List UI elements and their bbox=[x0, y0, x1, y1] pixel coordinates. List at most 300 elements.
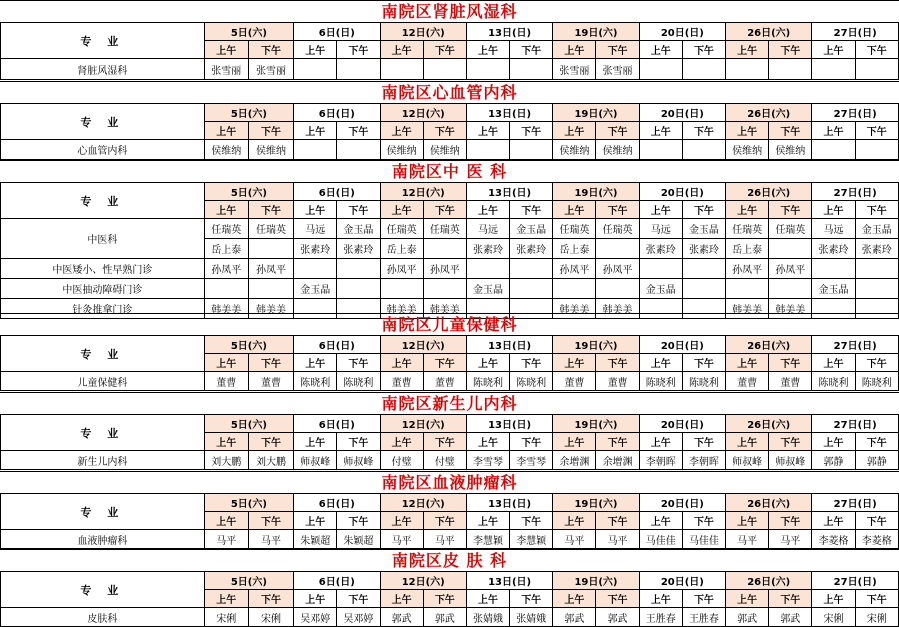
doctor-cell: 李朝晖 bbox=[682, 451, 725, 470]
am-header: 上午 bbox=[466, 41, 509, 59]
am-header: 上午 bbox=[204, 512, 248, 530]
doctor-cell: 张素玲 bbox=[337, 239, 380, 259]
pm-header: 下午 bbox=[248, 433, 293, 451]
doctor-cell: 陈晓利 bbox=[639, 372, 682, 391]
doctor-cell: 陈晓利 bbox=[294, 372, 337, 391]
am-header: 上午 bbox=[466, 354, 509, 372]
am-header: 上午 bbox=[639, 590, 682, 608]
doctor-cell: 张素玲 bbox=[639, 239, 682, 259]
doctor-cell: 金玉晶 bbox=[639, 279, 682, 299]
am-header: 上午 bbox=[294, 433, 337, 451]
doctor-cell bbox=[726, 59, 769, 80]
doctor-cell bbox=[682, 279, 725, 299]
am-header: 上午 bbox=[553, 41, 596, 59]
pm-header: 下午 bbox=[596, 201, 639, 219]
doctor-cell: 任瑞英 bbox=[423, 219, 466, 239]
doctor-cell: 郭武 bbox=[380, 608, 423, 627]
doctor-cell: 孙凤平 bbox=[248, 259, 293, 279]
am-header: 上午 bbox=[466, 433, 509, 451]
doctor-cell: 孙凤平 bbox=[769, 259, 812, 279]
pm-header: 下午 bbox=[510, 590, 553, 608]
doctor-cell: 韩美美 bbox=[380, 299, 423, 319]
date-header: 26日(六) bbox=[726, 183, 812, 201]
doctor-cell: 郭静 bbox=[855, 451, 898, 470]
doctor-cell bbox=[510, 259, 553, 279]
date-header: 12日(六) bbox=[380, 104, 466, 122]
doctor-cell: 金玉晶 bbox=[812, 279, 855, 299]
date-header: 19日(六) bbox=[553, 494, 639, 512]
doctor-cell bbox=[639, 140, 682, 160]
am-header: 上午 bbox=[204, 590, 248, 608]
date-header: 20日(日) bbox=[639, 104, 725, 122]
doctor-cell: 金玉晶 bbox=[466, 279, 509, 299]
doctor-cell: 郭武 bbox=[596, 608, 639, 627]
doctor-cell: 金玉晶 bbox=[510, 219, 553, 239]
date-header: 27日(日) bbox=[812, 572, 899, 590]
schedule-row bbox=[1, 608, 899, 627]
pm-header: 下午 bbox=[248, 41, 293, 59]
spec-header: 专 业 bbox=[1, 494, 205, 530]
am-header: 上午 bbox=[726, 354, 769, 372]
pm-header: 下午 bbox=[855, 512, 898, 530]
department-cell: 中医矮小、性早熟门诊 bbox=[1, 259, 205, 279]
pm-header: 下午 bbox=[423, 122, 466, 140]
doctor-cell: 韩美美 bbox=[726, 299, 769, 319]
date-header: 6日(日) bbox=[294, 572, 380, 590]
am-header: 上午 bbox=[639, 433, 682, 451]
pm-header: 下午 bbox=[423, 201, 466, 219]
doctor-cell: 孙凤平 bbox=[596, 259, 639, 279]
spec-header: 专 业 bbox=[1, 572, 205, 608]
schedule-row bbox=[1, 140, 899, 160]
doctor-cell: 余增渊 bbox=[553, 451, 596, 470]
am-header: 上午 bbox=[726, 433, 769, 451]
schedule-row bbox=[1, 59, 899, 80]
doctor-cell bbox=[553, 279, 596, 299]
date-header: 27日(日) bbox=[812, 415, 899, 433]
schedule-table bbox=[0, 571, 899, 627]
department-cell: 儿童保健科 bbox=[1, 372, 205, 391]
section-title: 南院区儿童保健科 bbox=[0, 313, 899, 335]
am-header: 上午 bbox=[380, 433, 423, 451]
date-header: 20日(日) bbox=[639, 415, 725, 433]
am-header: 上午 bbox=[553, 354, 596, 372]
doctor-cell: 侯维纳 bbox=[248, 140, 293, 160]
doctor-cell bbox=[510, 140, 553, 160]
am-header: 上午 bbox=[639, 122, 682, 140]
am-header: 上午 bbox=[812, 122, 855, 140]
doctor-cell: 付璧 bbox=[380, 451, 423, 470]
department-cell: 血液肿瘤科 bbox=[1, 530, 205, 549]
doctor-cell: 王胜春 bbox=[639, 608, 682, 627]
am-header: 上午 bbox=[726, 41, 769, 59]
am-header: 上午 bbox=[380, 41, 423, 59]
pm-header: 下午 bbox=[337, 433, 380, 451]
pm-header: 下午 bbox=[337, 354, 380, 372]
doctor-cell: 金玉晶 bbox=[855, 219, 898, 239]
date-header: 6日(日) bbox=[294, 494, 380, 512]
date-header: 6日(日) bbox=[294, 183, 380, 201]
am-header: 上午 bbox=[204, 201, 248, 219]
pm-header: 下午 bbox=[682, 41, 725, 59]
doctor-cell bbox=[769, 279, 812, 299]
date-header: 12日(六) bbox=[380, 336, 466, 354]
date-header: 5日(六) bbox=[204, 336, 293, 354]
department-cell: 中医抽动障碍门诊 bbox=[1, 279, 205, 299]
section-title: 南院区血液肿瘤科 bbox=[0, 471, 899, 493]
am-header: 上午 bbox=[726, 122, 769, 140]
doctor-cell: 侯维纳 bbox=[380, 140, 423, 160]
am-header: 上午 bbox=[380, 122, 423, 140]
doctor-cell: 马佳佳 bbox=[682, 530, 725, 549]
doctor-cell: 张雪丽 bbox=[596, 59, 639, 80]
doctor-cell bbox=[204, 279, 248, 299]
date-header: 19日(六) bbox=[553, 336, 639, 354]
schedule-table bbox=[0, 414, 899, 470]
doctor-cell bbox=[769, 59, 812, 80]
doctor-cell: 金玉晶 bbox=[337, 219, 380, 239]
doctor-cell: 张素玲 bbox=[855, 239, 898, 259]
schedule-section bbox=[0, 160, 899, 319]
pm-header: 下午 bbox=[769, 590, 812, 608]
date-header: 12日(六) bbox=[380, 23, 466, 41]
pm-header: 下午 bbox=[769, 201, 812, 219]
schedule-row bbox=[1, 279, 899, 299]
doctor-cell bbox=[682, 140, 725, 160]
am-header: 上午 bbox=[812, 41, 855, 59]
date-header-row bbox=[1, 104, 899, 122]
doctor-cell: 李雪琴 bbox=[510, 451, 553, 470]
doctor-cell: 张雪丽 bbox=[248, 59, 293, 80]
pm-header: 下午 bbox=[337, 590, 380, 608]
am-header: 上午 bbox=[294, 122, 337, 140]
doctor-cell: 孙凤平 bbox=[423, 259, 466, 279]
doctor-cell: 师叔峰 bbox=[769, 451, 812, 470]
doctor-cell bbox=[337, 59, 380, 80]
date-header: 27日(日) bbox=[812, 104, 899, 122]
pm-header: 下午 bbox=[682, 122, 725, 140]
doctor-cell bbox=[423, 239, 466, 259]
doctor-cell: 董曹 bbox=[553, 372, 596, 391]
date-header: 20日(日) bbox=[639, 183, 725, 201]
date-header-row bbox=[1, 572, 899, 590]
am-header: 上午 bbox=[294, 201, 337, 219]
date-header: 5日(六) bbox=[204, 104, 293, 122]
doctor-cell: 郭武 bbox=[553, 608, 596, 627]
am-header: 上午 bbox=[726, 590, 769, 608]
date-header: 19日(六) bbox=[553, 572, 639, 590]
doctor-cell bbox=[769, 239, 812, 259]
date-header: 13日(日) bbox=[466, 415, 552, 433]
date-header: 20日(日) bbox=[639, 336, 725, 354]
doctor-cell: 马远 bbox=[466, 219, 509, 239]
pm-header: 下午 bbox=[423, 433, 466, 451]
doctor-cell: 张素玲 bbox=[294, 239, 337, 259]
spec-header: 专 业 bbox=[1, 336, 205, 372]
doctor-cell: 刘大鹏 bbox=[204, 451, 248, 470]
am-header: 上午 bbox=[639, 354, 682, 372]
doctor-cell: 张素玲 bbox=[812, 239, 855, 259]
spec-header: 专 业 bbox=[1, 104, 205, 140]
doctor-cell bbox=[294, 140, 337, 160]
schedule-row bbox=[1, 372, 899, 391]
schedule-table bbox=[0, 182, 899, 319]
doctor-cell: 陈晓利 bbox=[855, 372, 898, 391]
am-header: 上午 bbox=[639, 201, 682, 219]
date-header: 12日(六) bbox=[380, 494, 466, 512]
pm-header: 下午 bbox=[248, 122, 293, 140]
date-header-row bbox=[1, 336, 899, 354]
am-header: 上午 bbox=[294, 41, 337, 59]
doctor-cell: 韩美美 bbox=[553, 299, 596, 319]
doctor-cell: 任瑞英 bbox=[553, 219, 596, 239]
am-header: 上午 bbox=[204, 433, 248, 451]
doctor-cell: 金玉晶 bbox=[682, 219, 725, 239]
pm-header: 下午 bbox=[769, 433, 812, 451]
schedule-table bbox=[0, 335, 899, 391]
pm-header: 下午 bbox=[510, 354, 553, 372]
doctor-cell bbox=[466, 259, 509, 279]
am-header: 上午 bbox=[466, 590, 509, 608]
schedule-section bbox=[0, 0, 899, 80]
doctor-cell: 宋俐 bbox=[855, 608, 898, 627]
doctor-cell: 马平 bbox=[423, 530, 466, 549]
doctor-cell: 郭静 bbox=[812, 451, 855, 470]
pm-header: 下午 bbox=[423, 590, 466, 608]
doctor-cell: 张雪丽 bbox=[204, 59, 248, 80]
schedule-row bbox=[1, 219, 899, 239]
doctor-cell: 马远 bbox=[639, 219, 682, 239]
department-cell: 心血管内科 bbox=[1, 140, 205, 160]
pm-header: 下午 bbox=[682, 433, 725, 451]
doctor-cell: 韩美美 bbox=[769, 299, 812, 319]
am-header: 上午 bbox=[812, 590, 855, 608]
date-header: 6日(日) bbox=[294, 415, 380, 433]
doctor-cell: 韩美美 bbox=[204, 299, 248, 319]
date-header: 13日(日) bbox=[466, 183, 552, 201]
department-cell: 中医科 bbox=[1, 219, 205, 259]
date-header: 13日(日) bbox=[466, 23, 552, 41]
doctor-cell: 任瑞英 bbox=[726, 219, 769, 239]
pm-header: 下午 bbox=[510, 512, 553, 530]
doctor-cell: 董曹 bbox=[380, 372, 423, 391]
date-header: 13日(日) bbox=[466, 336, 552, 354]
date-header: 12日(六) bbox=[380, 572, 466, 590]
doctor-cell bbox=[596, 279, 639, 299]
schedule-section bbox=[0, 392, 899, 470]
date-header: 27日(日) bbox=[812, 336, 899, 354]
doctor-cell: 李菱格 bbox=[812, 530, 855, 549]
schedule-row bbox=[1, 259, 899, 279]
doctor-cell: 陈晓利 bbox=[466, 372, 509, 391]
doctor-cell bbox=[596, 239, 639, 259]
pm-header: 下午 bbox=[855, 433, 898, 451]
pm-header: 下午 bbox=[682, 590, 725, 608]
doctor-cell: 王胜春 bbox=[682, 608, 725, 627]
am-header: 上午 bbox=[812, 433, 855, 451]
doctor-cell: 韩美美 bbox=[596, 299, 639, 319]
doctor-cell: 张素玲 bbox=[466, 239, 509, 259]
doctor-cell: 张素玲 bbox=[682, 239, 725, 259]
doctor-cell: 马平 bbox=[596, 530, 639, 549]
pm-header: 下午 bbox=[423, 41, 466, 59]
pm-header: 下午 bbox=[855, 122, 898, 140]
doctor-cell: 马平 bbox=[204, 530, 248, 549]
am-header: 上午 bbox=[294, 354, 337, 372]
doctor-cell: 张婧娥 bbox=[510, 608, 553, 627]
doctor-cell: 任瑞英 bbox=[204, 219, 248, 239]
doctor-cell: 金玉晶 bbox=[294, 279, 337, 299]
doctor-cell: 陈晓利 bbox=[682, 372, 725, 391]
am-header: 上午 bbox=[204, 354, 248, 372]
am-header: 上午 bbox=[812, 354, 855, 372]
pm-header: 下午 bbox=[248, 201, 293, 219]
date-header-row bbox=[1, 415, 899, 433]
doctor-cell: 孙凤平 bbox=[204, 259, 248, 279]
doctor-cell: 李慧颖 bbox=[510, 530, 553, 549]
doctor-cell bbox=[466, 59, 509, 80]
doctor-cell: 李菱格 bbox=[855, 530, 898, 549]
pm-header: 下午 bbox=[248, 354, 293, 372]
doctor-cell bbox=[294, 259, 337, 279]
doctor-cell: 岳上泰 bbox=[204, 239, 248, 259]
pm-header: 下午 bbox=[510, 41, 553, 59]
pm-header: 下午 bbox=[682, 512, 725, 530]
doctor-cell: 陈晓利 bbox=[337, 372, 380, 391]
schedule-table bbox=[0, 22, 899, 80]
am-header: 上午 bbox=[726, 201, 769, 219]
am-header: 上午 bbox=[553, 122, 596, 140]
doctor-cell: 马佳佳 bbox=[639, 530, 682, 549]
doctor-cell: 孙凤平 bbox=[553, 259, 596, 279]
pm-header: 下午 bbox=[596, 512, 639, 530]
doctor-cell: 宋俐 bbox=[204, 608, 248, 627]
spec-header: 专 业 bbox=[1, 415, 205, 451]
doctor-cell: 李朝晖 bbox=[639, 451, 682, 470]
doctor-cell: 吴邓婷 bbox=[294, 608, 337, 627]
schedule-section bbox=[0, 549, 899, 627]
doctor-cell: 董曹 bbox=[726, 372, 769, 391]
pm-header: 下午 bbox=[596, 122, 639, 140]
doctor-cell: 付璧 bbox=[423, 451, 466, 470]
doctor-cell: 张素玲 bbox=[510, 239, 553, 259]
date-header: 6日(日) bbox=[294, 23, 380, 41]
am-header: 上午 bbox=[812, 201, 855, 219]
date-header: 6日(日) bbox=[294, 104, 380, 122]
doctor-cell bbox=[812, 59, 855, 80]
doctor-cell bbox=[855, 140, 898, 160]
doctor-cell bbox=[812, 259, 855, 279]
date-header-row bbox=[1, 23, 899, 41]
am-header: 上午 bbox=[639, 512, 682, 530]
doctor-cell bbox=[510, 59, 553, 80]
doctor-cell: 任瑞英 bbox=[380, 219, 423, 239]
doctor-cell: 岳上泰 bbox=[380, 239, 423, 259]
am-header: 上午 bbox=[553, 590, 596, 608]
doctor-cell: 侯维纳 bbox=[423, 140, 466, 160]
doctor-cell: 师叔峰 bbox=[337, 451, 380, 470]
pm-header: 下午 bbox=[337, 201, 380, 219]
doctor-cell bbox=[337, 259, 380, 279]
doctor-cell: 岳上泰 bbox=[553, 239, 596, 259]
schedule-row bbox=[1, 451, 899, 470]
date-header: 19日(六) bbox=[553, 183, 639, 201]
doctor-cell bbox=[248, 239, 293, 259]
pm-header: 下午 bbox=[248, 590, 293, 608]
date-header: 19日(六) bbox=[553, 23, 639, 41]
doctor-cell bbox=[248, 279, 293, 299]
date-header: 20日(日) bbox=[639, 572, 725, 590]
doctor-cell bbox=[380, 279, 423, 299]
doctor-cell: 董曹 bbox=[596, 372, 639, 391]
doctor-cell: 侯维纳 bbox=[596, 140, 639, 160]
pm-header: 下午 bbox=[855, 201, 898, 219]
doctor-cell bbox=[812, 140, 855, 160]
doctor-cell: 岳上泰 bbox=[726, 239, 769, 259]
doctor-cell: 侯维纳 bbox=[204, 140, 248, 160]
am-header: 上午 bbox=[553, 201, 596, 219]
date-header: 13日(日) bbox=[466, 572, 552, 590]
doctor-cell: 韩美美 bbox=[248, 299, 293, 319]
section-title: 南院区心血管内科 bbox=[0, 81, 899, 103]
doctor-cell: 宋俐 bbox=[812, 608, 855, 627]
date-header: 12日(六) bbox=[380, 183, 466, 201]
date-header: 5日(六) bbox=[204, 23, 293, 41]
schedule-section bbox=[0, 313, 899, 391]
doctor-cell: 马平 bbox=[769, 530, 812, 549]
doctor-cell: 刘大鹏 bbox=[248, 451, 293, 470]
doctor-cell bbox=[337, 140, 380, 160]
doctor-cell: 余增渊 bbox=[596, 451, 639, 470]
doctor-cell: 马平 bbox=[553, 530, 596, 549]
department-cell: 皮肤科 bbox=[1, 608, 205, 627]
doctor-cell: 李雪琴 bbox=[466, 451, 509, 470]
pm-header: 下午 bbox=[337, 41, 380, 59]
date-header: 13日(日) bbox=[466, 104, 552, 122]
date-header: 19日(六) bbox=[553, 104, 639, 122]
doctor-cell: 韩美美 bbox=[423, 299, 466, 319]
am-header: 上午 bbox=[380, 201, 423, 219]
pm-header: 下午 bbox=[682, 201, 725, 219]
pm-header: 下午 bbox=[248, 512, 293, 530]
doctor-cell bbox=[294, 59, 337, 80]
am-header: 上午 bbox=[380, 512, 423, 530]
am-header: 上午 bbox=[726, 512, 769, 530]
date-header: 27日(日) bbox=[812, 494, 899, 512]
pm-header: 下午 bbox=[596, 41, 639, 59]
doctor-cell: 孙凤平 bbox=[726, 259, 769, 279]
spec-header: 专 业 bbox=[1, 183, 205, 219]
date-header: 26日(六) bbox=[726, 415, 812, 433]
doctor-cell bbox=[639, 259, 682, 279]
doctor-cell: 董曹 bbox=[204, 372, 248, 391]
date-header: 27日(日) bbox=[812, 183, 899, 201]
doctor-cell: 朱颖超 bbox=[294, 530, 337, 549]
doctor-cell: 朱颖超 bbox=[337, 530, 380, 549]
pm-header: 下午 bbox=[769, 512, 812, 530]
doctor-cell: 董曹 bbox=[423, 372, 466, 391]
doctor-cell: 侯维纳 bbox=[726, 140, 769, 160]
date-header: 6日(日) bbox=[294, 336, 380, 354]
doctor-cell bbox=[682, 259, 725, 279]
am-header: 上午 bbox=[639, 41, 682, 59]
date-header: 19日(六) bbox=[553, 415, 639, 433]
pm-header: 下午 bbox=[423, 354, 466, 372]
schedule-section bbox=[0, 471, 899, 549]
pm-header: 下午 bbox=[423, 512, 466, 530]
am-header: 上午 bbox=[553, 512, 596, 530]
pm-header: 下午 bbox=[769, 354, 812, 372]
